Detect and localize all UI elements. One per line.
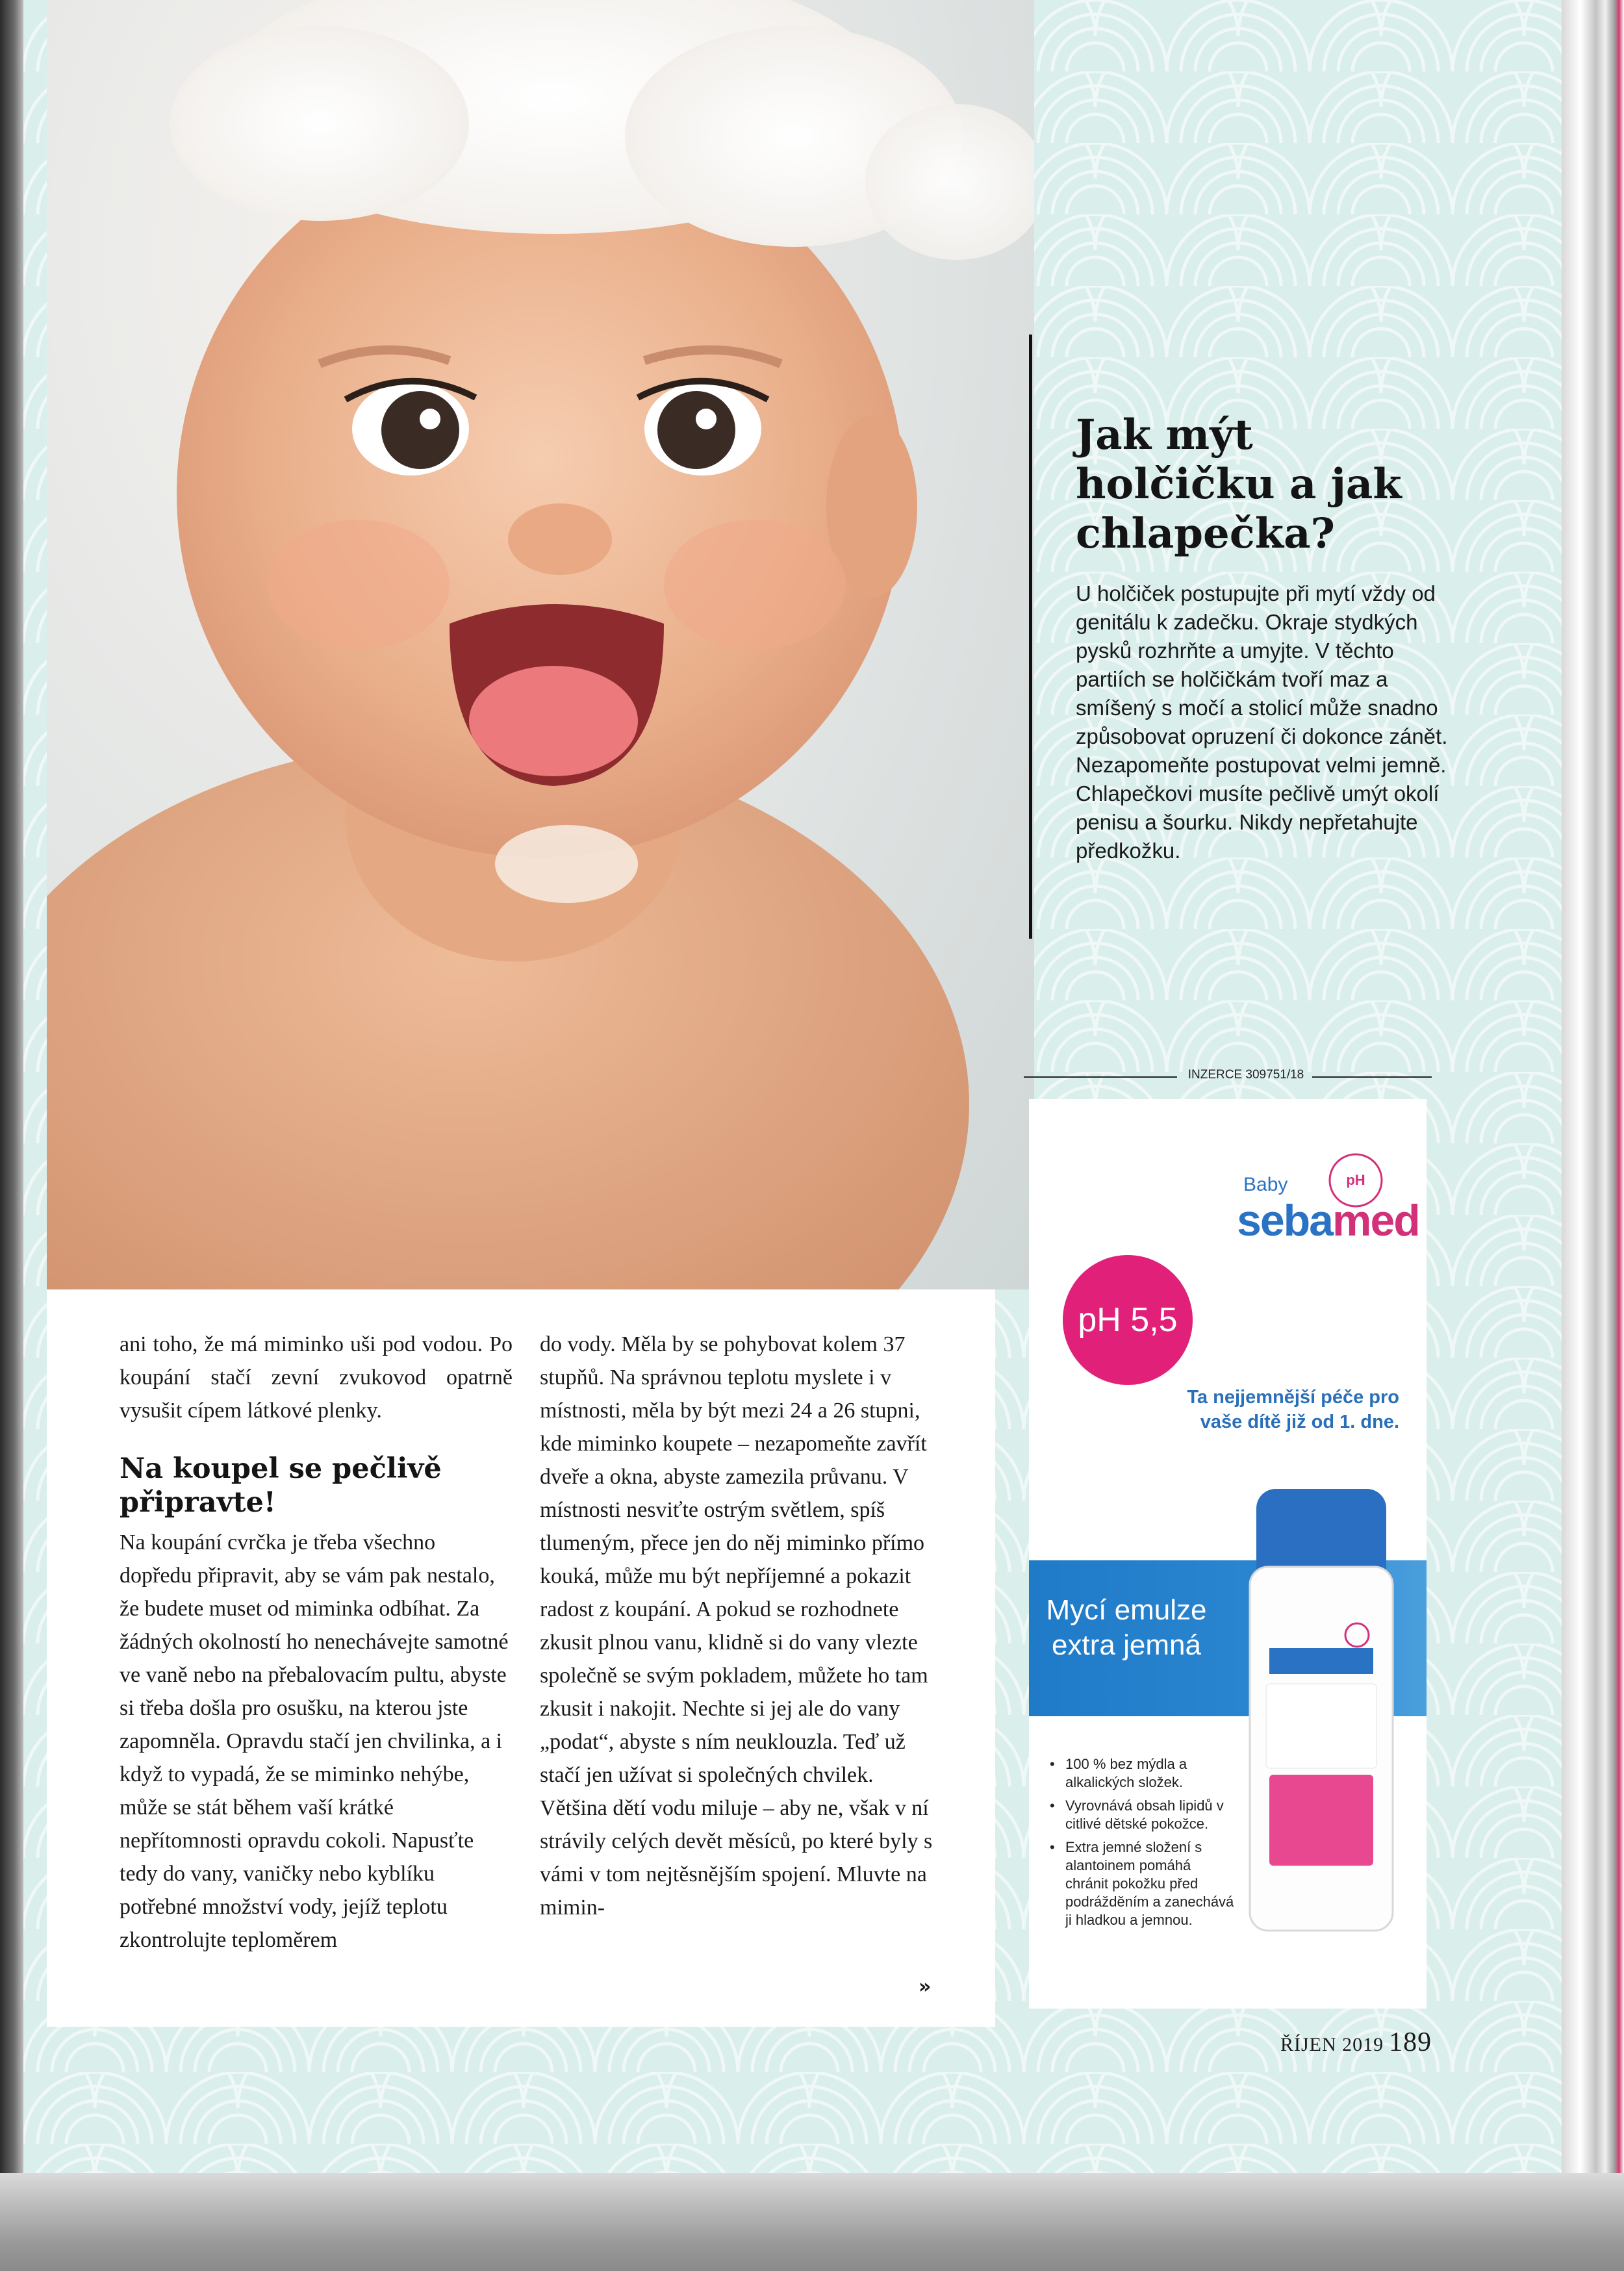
sidebar-title: Jak mýt holčičku a jak chlapečka?	[1076, 411, 1402, 558]
scan-left-edge	[0, 0, 23, 2271]
baby-illustration	[47, 0, 1034, 1289]
scan-bottom-edge	[0, 2173, 1624, 2271]
scan-right-edge	[1562, 0, 1624, 2173]
article-col2-body: do vody. Měla by se pohybovat kolem 37 stupňů. Na správnou teplotu myslete i v místnosti, měla by být mezi 24 a 26 stupni, kde miminko koupete – nezapomeňte zavřít dveře a okna, abyste zamezila průvanu. V místnosti nesviťte ostrým světlem, spíš tlumeným, přece jen do něj miminko přímo kouká, může mu být nepříjemné a pokazit radost z koupání. A pokud se rozhodnete zkusit plnou vanu, klidně si do vany vlezte společně se svým pokladem, můžete ho tam zkusit i nakojit. Nechte si jej ale do vany „podat“, abyste s ním neuklouzla. Teď už stačí jen užívat si společných chvilek. Většina dětí vodu miluje – aby ne, však v ní strávily celých devět měsíců, po které byly s vámi v tom nejtěsnějším spojení. Mluvte na mimin-	[540, 1332, 933, 1920]
ad-tagline: Ta nejjemnější péče pro vaše dítě již od 1. dne.	[1187, 1387, 1399, 1432]
inzerce-rule-right	[1312, 1076, 1432, 1078]
continue-mark: »	[919, 1975, 932, 1998]
inzerce-rule-left	[1024, 1076, 1177, 1078]
sidebar-rule	[1029, 335, 1032, 939]
ad-brand-part-a: seba	[1237, 1196, 1332, 1245]
page-footer	[1280, 2027, 1432, 2058]
article-column-1	[120, 1328, 513, 1957]
inzerce-label: INZERCE 309751/18	[1187, 1068, 1304, 1082]
sebamed-advertisement	[1029, 1099, 1427, 2009]
article-column-2	[540, 1328, 946, 1924]
ad-bullet: • 100 % bez mýdla a alkalických složek.	[1048, 1755, 1237, 1792]
svg-text:pH: pH	[1346, 1172, 1365, 1188]
article-heading: Na koupel se pečlivě připravte!	[120, 1453, 442, 1519]
article-col1-body: Na koupání cvrčka je třeba všechno dopředu připravit, aby se vám pak nestalo, že budete muset od miminka odbíhat. Za žádných okolností ho nenechávejte samotné ve vaně nebo na přebalovacím pultu, abyste si třeba došla pro osušku, na kterou jste zapomněla. Opravdu stačí jen chvilinka, a i když to vypadá, že se miminko nehýbe, může se stát během vaší krátké nepřítomnosti opravdu cokoli. Napusťte tedy do vany, vaničky nebo kyblíku potřebné množství vody, jejíž teplotu zkontrolujte teploměrem	[120, 1530, 509, 1952]
ph-seal-icon	[1320, 1145, 1391, 1216]
footer-issue: ŘÍJEN 2019	[1280, 2034, 1384, 2055]
ad-product-name: Mycí emulze extra jemná	[1046, 1594, 1207, 1661]
ad-bullet: • Vyrovnává obsah lipidů v citlivé dětské pokožce.	[1048, 1797, 1237, 1833]
magazine-page	[23, 0, 1562, 2173]
baby-photo	[47, 0, 1034, 1289]
ad-brand-part-b: med	[1332, 1196, 1419, 1245]
ad-bullet-list	[1048, 1755, 1237, 1935]
ad-brand-baby: Baby	[1243, 1174, 1288, 1195]
article-col1-intro: ani toho, že má miminko uši pod vodou. Po koupání stačí zevní zvukovod opatrně vysušit cípem látkové plenky.	[120, 1332, 513, 1423]
page-number: 189	[1389, 2027, 1432, 2057]
ad-bullet: • Extra jemné složení s alantoinem pomáhá chránit pokožku před podrážděním a zanechává ji hladkou a jemnou.	[1048, 1838, 1237, 1929]
product-bottle-icon	[1243, 1489, 1399, 1937]
ph-badge: pH 5,5	[1063, 1255, 1193, 1385]
sidebar-body: U holčiček postupujte při mytí vždy od genitálu k zadečku. Okraje stydkých pysků rozhrňte a umyjte. V těchto partiích se holčičkám tvoří maz a smíšený s močí a stolicí může snadno způsobovat opruzení či dokonce zánět. Nezapomeňte postupovat velmi jemně. Chlapečkovi musíte pečlivě umýt okolí penisu a šourku. Nikdy nepřetahujte předkožku.	[1076, 581, 1448, 863]
